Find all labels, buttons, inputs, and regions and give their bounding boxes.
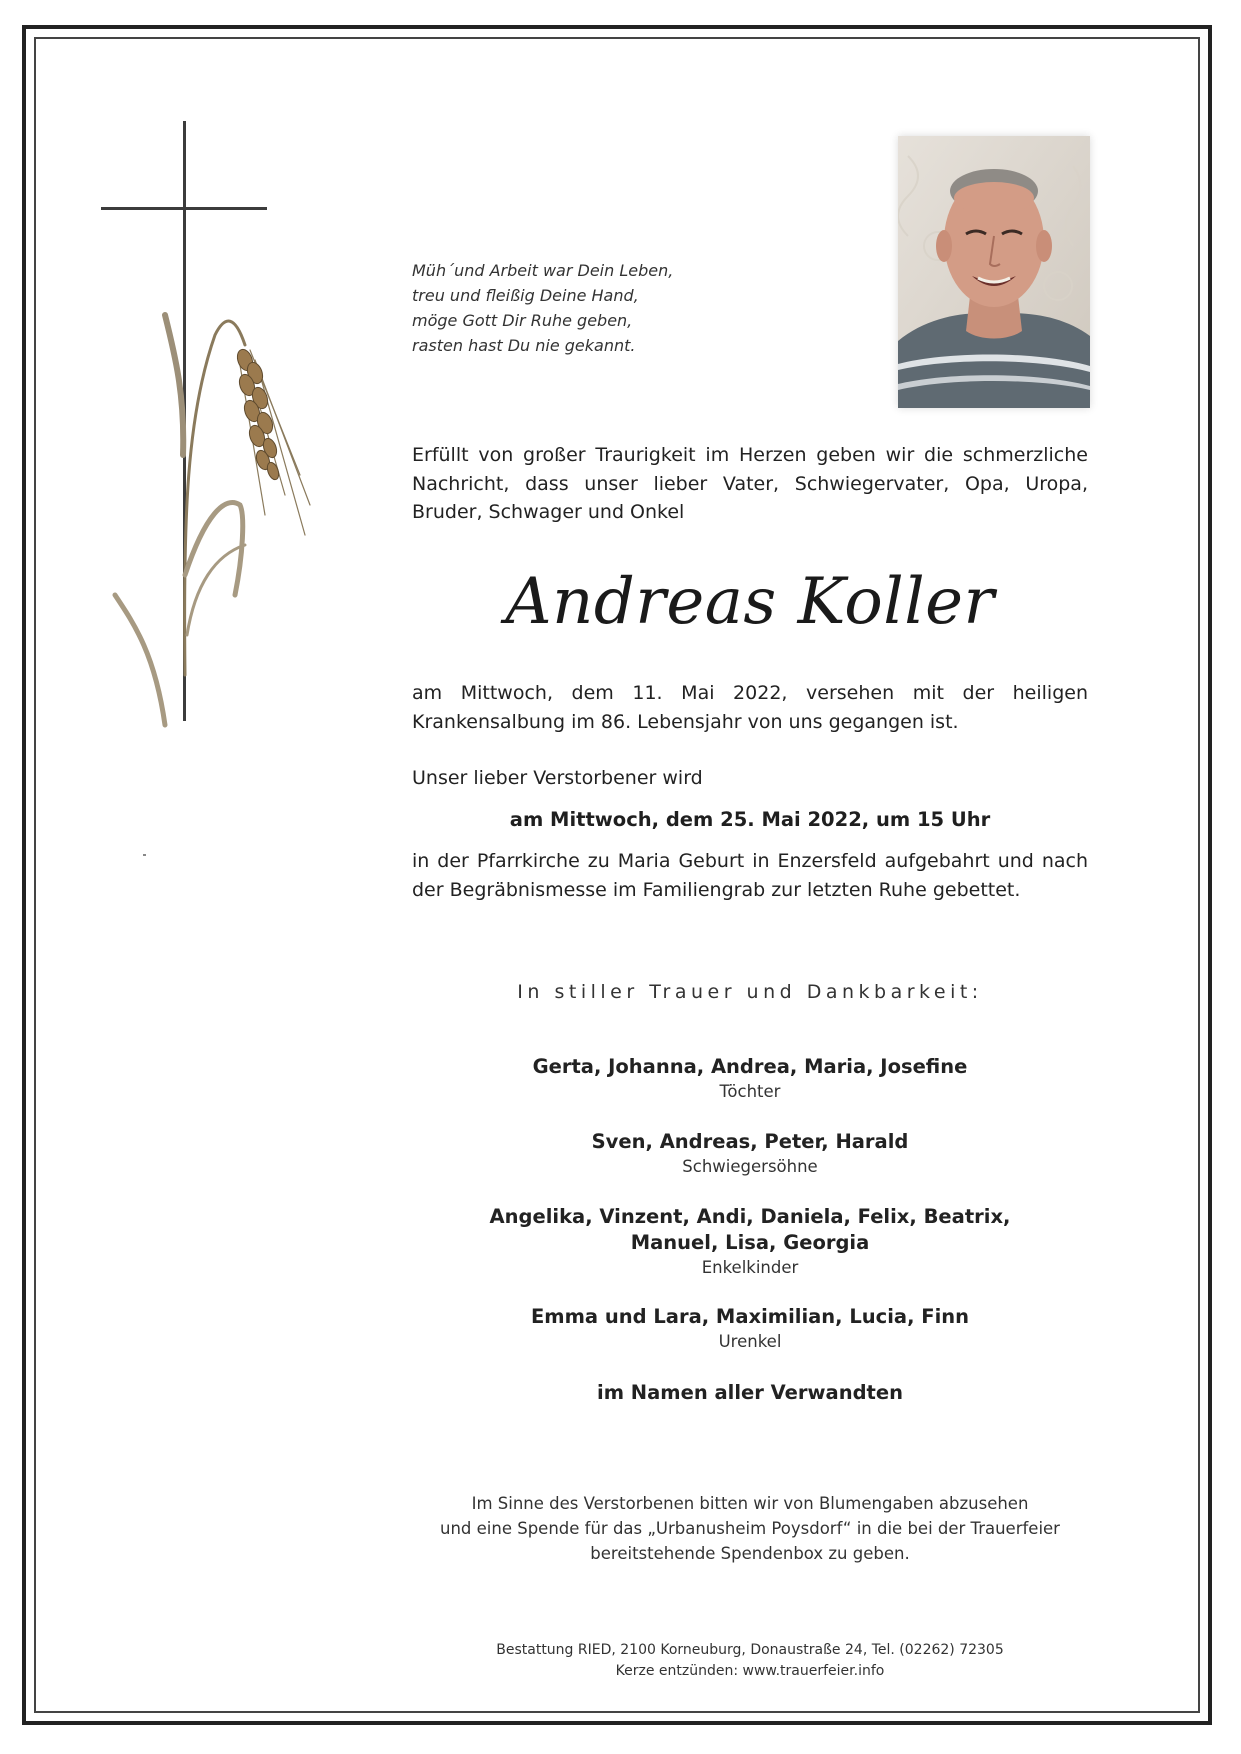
wheat-grains	[235, 347, 281, 481]
cross-wheat-ornament	[95, 115, 345, 735]
family-names-line2: Manuel, Lisa, Georgia	[630, 1231, 870, 1254]
family-relation: Enkelkinder	[701, 1258, 799, 1277]
family-group	[412, 1204, 1088, 1280]
wheat-ear-icon	[115, 315, 310, 725]
footer-candle-link: Kerze entzünden: www.trauerfeier.info	[615, 1663, 885, 1679]
poem-line: möge Gott Dir Ruhe geben,	[412, 311, 633, 330]
relatives-closing: im Namen aller Verwandten	[597, 1381, 903, 1404]
speck	[143, 854, 146, 856]
family-names: Angelika, Vinzent, Andi, Daniela, Felix, Beatrix,	[489, 1205, 1011, 1228]
funeral-date: am Mittwoch, dem 25. Mai 2022, um 15 Uhr	[509, 808, 991, 831]
death-notice: am Mittwoch, dem 11. Mai 2022, versehen mit der heiligen Krankensalbung im 86. Lebensjahr von uns gegangen ist.	[412, 682, 1088, 733]
donation-note	[412, 1491, 1088, 1566]
family-group	[412, 1304, 1088, 1354]
mourning-heading: In stiller Trauer und Dankbarkeit:	[517, 981, 983, 1003]
family-names: Emma und Lara, Maximilian, Lucia, Finn	[530, 1305, 970, 1328]
family-relation: Schwiegersöhne	[682, 1157, 818, 1176]
portrait-photo	[898, 136, 1090, 408]
funeral-details: in der Pfarrkirche zu Maria Geburt in Enzersfeld aufgebahrt und nach der Begräbnismesse im Familiengrab zur letzten Ruhe gebettet.	[412, 850, 1088, 901]
family-relation: Urenkel	[718, 1332, 782, 1351]
funeral-lead: Unser lieber Verstorbener wird	[412, 767, 703, 789]
poem-line: rasten hast Du nie gekannt.	[412, 336, 636, 355]
family-group	[412, 1054, 1088, 1104]
family-relation: Töchter	[719, 1082, 781, 1101]
intro-paragraph: Erfüllt von großer Traurigkeit im Herzen geben wir die schmerzliche Nachricht, dass unser lieber Vater, Schwiegervater, Opa, Uropa, Bruder, Schwager und Onkel	[412, 444, 1088, 523]
deceased-name: Andreas Koller	[505, 565, 995, 639]
family-names: Sven, Andreas, Peter, Harald	[591, 1130, 909, 1153]
donation-line: bereitstehende Spendenbox zu geben.	[590, 1544, 910, 1563]
footer	[412, 1640, 1088, 1682]
donation-line: Im Sinne des Verstorbenen bitten wir von Blumengaben abzusehen	[471, 1494, 1029, 1513]
family-group	[412, 1129, 1088, 1179]
poem	[412, 258, 852, 358]
donation-line: und eine Spende für das „Urbanusheim Poysdorf“ in die bei der Trauerfeier	[440, 1519, 1060, 1538]
family-names: Gerta, Johanna, Andrea, Maria, Josefine	[532, 1055, 968, 1078]
poem-line: Müh´und Arbeit war Dein Leben,	[412, 261, 674, 280]
poem-line: treu und fleißig Deine Hand,	[412, 286, 639, 305]
footer-company: Bestattung RIED, 2100 Korneuburg, Donaustraße 24, Tel. (02262) 72305	[496, 1642, 1004, 1658]
